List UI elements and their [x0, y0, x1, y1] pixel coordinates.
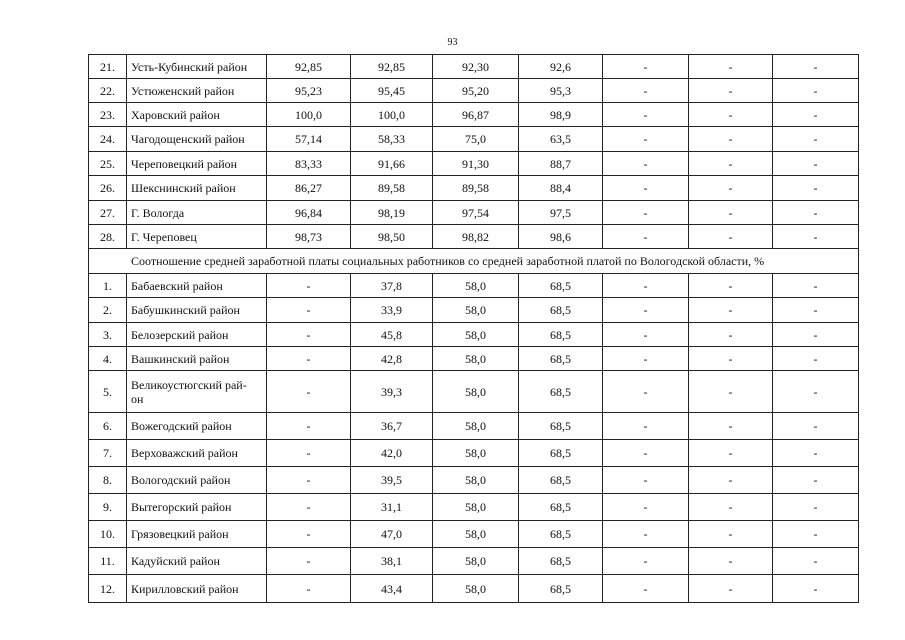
value-cell: -	[603, 176, 689, 201]
value-cell: -	[603, 201, 689, 225]
value-cell: -	[603, 152, 689, 176]
value-cell: 38,1	[351, 548, 433, 575]
value-cell: 68,5	[519, 413, 603, 440]
value-cell: -	[689, 467, 773, 494]
value-cell: -	[267, 298, 351, 323]
value-cell: 100,0	[267, 103, 351, 127]
district-name: Чагодощенский район	[127, 127, 267, 152]
value-cell: -	[603, 413, 689, 440]
value-cell: 58,0	[433, 467, 519, 494]
value-cell: 96,84	[267, 201, 351, 225]
row-number: 6.	[89, 413, 127, 440]
value-cell: -	[689, 521, 773, 548]
value-cell: 97,5	[519, 201, 603, 225]
value-cell: -	[773, 55, 859, 79]
row-number: 8.	[89, 467, 127, 494]
value-cell: -	[689, 298, 773, 323]
value-cell: 42,0	[351, 440, 433, 467]
value-cell: -	[603, 79, 689, 103]
value-cell: -	[689, 548, 773, 575]
value-cell: -	[773, 176, 859, 201]
value-cell: 95,45	[351, 79, 433, 103]
value-cell: -	[773, 521, 859, 548]
value-cell: 39,3	[351, 371, 433, 413]
table-body	[89, 55, 859, 603]
value-cell: -	[603, 347, 689, 371]
district-name: Череповецкий район	[127, 152, 267, 176]
table-row	[89, 225, 859, 249]
value-cell: 68,5	[519, 371, 603, 413]
row-number: 3.	[89, 323, 127, 347]
value-cell: 92,85	[267, 55, 351, 79]
district-name: Грязовецкий район	[127, 521, 267, 548]
value-cell: 37,8	[351, 274, 433, 298]
value-cell: 68,5	[519, 521, 603, 548]
table-row	[89, 521, 859, 548]
table-row	[89, 298, 859, 323]
table-row	[89, 274, 859, 298]
value-cell: -	[603, 548, 689, 575]
value-cell: -	[689, 347, 773, 371]
value-cell: 57,14	[267, 127, 351, 152]
value-cell: -	[267, 371, 351, 413]
table-row	[89, 575, 859, 603]
value-cell: -	[773, 494, 859, 521]
value-cell: 75,0	[433, 127, 519, 152]
value-cell: -	[267, 575, 351, 603]
table-row	[89, 467, 859, 494]
value-cell: 33,9	[351, 298, 433, 323]
value-cell: -	[773, 548, 859, 575]
value-cell: 95,20	[433, 79, 519, 103]
value-cell: -	[773, 575, 859, 603]
row-number: 27.	[89, 201, 127, 225]
value-cell: 58,0	[433, 274, 519, 298]
table-row	[89, 152, 859, 176]
value-cell: -	[603, 298, 689, 323]
value-cell: -	[603, 371, 689, 413]
value-cell: -	[267, 440, 351, 467]
table-row	[89, 347, 859, 371]
value-cell: 98,19	[351, 201, 433, 225]
value-cell: 58,0	[433, 413, 519, 440]
value-cell: -	[773, 103, 859, 127]
district-name: Устюженский район	[127, 79, 267, 103]
row-number: 25.	[89, 152, 127, 176]
value-cell: -	[689, 274, 773, 298]
table-row	[89, 79, 859, 103]
value-cell: 68,5	[519, 323, 603, 347]
row-number: 11.	[89, 548, 127, 575]
table-row	[89, 440, 859, 467]
value-cell: 91,30	[433, 152, 519, 176]
value-cell: 68,5	[519, 347, 603, 371]
value-cell: 68,5	[519, 274, 603, 298]
value-cell: -	[603, 103, 689, 127]
value-cell: -	[603, 521, 689, 548]
table-row	[89, 323, 859, 347]
value-cell: -	[603, 274, 689, 298]
value-cell: 58,0	[433, 371, 519, 413]
value-cell: 95,23	[267, 79, 351, 103]
table-row	[89, 201, 859, 225]
value-cell: -	[267, 347, 351, 371]
value-cell: -	[773, 467, 859, 494]
value-cell: -	[689, 201, 773, 225]
value-cell: 58,0	[433, 548, 519, 575]
value-cell: -	[689, 176, 773, 201]
page-number: 93	[447, 37, 458, 48]
value-cell: -	[689, 494, 773, 521]
value-cell: 88,7	[519, 152, 603, 176]
value-cell: -	[603, 575, 689, 603]
value-cell: 83,33	[267, 152, 351, 176]
value-cell: 63,5	[519, 127, 603, 152]
value-cell: -	[773, 298, 859, 323]
district-name: Вашкинский район	[127, 347, 267, 371]
district-name: Кадуйский район	[127, 548, 267, 575]
value-cell: -	[603, 323, 689, 347]
table-row	[89, 548, 859, 575]
value-cell: 95,3	[519, 79, 603, 103]
value-cell: 58,0	[433, 347, 519, 371]
district-name: Усть-Кубинский район	[127, 55, 267, 79]
value-cell: -	[773, 79, 859, 103]
value-cell: -	[689, 79, 773, 103]
value-cell: 43,4	[351, 575, 433, 603]
value-cell: -	[773, 152, 859, 176]
value-cell: -	[773, 440, 859, 467]
district-name: Бабаевский район	[127, 274, 267, 298]
value-cell: -	[689, 413, 773, 440]
value-cell: -	[267, 413, 351, 440]
value-cell: 58,0	[433, 323, 519, 347]
value-cell: 89,58	[433, 176, 519, 201]
row-number: 4.	[89, 347, 127, 371]
row-number: 1.	[89, 274, 127, 298]
value-cell: 92,85	[351, 55, 433, 79]
value-cell: -	[689, 127, 773, 152]
value-cell: -	[689, 103, 773, 127]
value-cell: -	[603, 494, 689, 521]
row-number: 26.	[89, 176, 127, 201]
row-number: 12.	[89, 575, 127, 603]
value-cell: -	[603, 55, 689, 79]
value-cell: 98,50	[351, 225, 433, 249]
value-cell: -	[603, 467, 689, 494]
value-cell: -	[773, 323, 859, 347]
row-number: 23.	[89, 103, 127, 127]
value-cell: 58,33	[351, 127, 433, 152]
value-cell: -	[267, 467, 351, 494]
district-name: Вожегодский район	[127, 413, 267, 440]
row-number: 9.	[89, 494, 127, 521]
value-cell: -	[773, 413, 859, 440]
value-cell: 58,0	[433, 521, 519, 548]
value-cell: -	[603, 225, 689, 249]
value-cell: -	[689, 371, 773, 413]
value-cell: 98,6	[519, 225, 603, 249]
value-cell: 36,7	[351, 413, 433, 440]
table-row	[89, 103, 859, 127]
section-title: Соотношение средней заработной платы социальных работников со средней заработной платой по Вологодской области, %	[131, 254, 765, 268]
row-number: 7.	[89, 440, 127, 467]
district-name: Шекснинский район	[127, 176, 267, 201]
value-cell: -	[773, 347, 859, 371]
row-number: 21.	[89, 55, 127, 79]
value-cell: 89,58	[351, 176, 433, 201]
value-cell: 58,0	[433, 440, 519, 467]
district-name: Кирилловский район	[127, 575, 267, 603]
value-cell: 88,4	[519, 176, 603, 201]
table-row	[89, 371, 859, 413]
value-cell: -	[267, 521, 351, 548]
value-cell: -	[773, 225, 859, 249]
row-number: 5.	[89, 371, 127, 413]
value-cell: 47,0	[351, 521, 433, 548]
value-cell: -	[689, 575, 773, 603]
value-cell: 58,0	[433, 575, 519, 603]
table-row	[89, 55, 859, 79]
value-cell: 92,6	[519, 55, 603, 79]
row-number: 10.	[89, 521, 127, 548]
value-cell: 96,87	[433, 103, 519, 127]
value-cell: 68,5	[519, 298, 603, 323]
district-name: Верховажский район	[127, 440, 267, 467]
district-name: Вологодский район	[127, 467, 267, 494]
value-cell: -	[689, 152, 773, 176]
district-name: Бабушкинский район	[127, 298, 267, 323]
table-row	[89, 127, 859, 152]
value-cell: -	[603, 440, 689, 467]
value-cell: -	[267, 494, 351, 521]
table-row	[89, 176, 859, 201]
district-name: Г. Череповец	[127, 225, 267, 249]
value-cell: 68,5	[519, 440, 603, 467]
data-table	[88, 54, 859, 603]
value-cell: 39,5	[351, 467, 433, 494]
value-cell: 31,1	[351, 494, 433, 521]
value-cell: -	[773, 201, 859, 225]
value-cell: 98,82	[433, 225, 519, 249]
value-cell: 58,0	[433, 298, 519, 323]
value-cell: 98,9	[519, 103, 603, 127]
value-cell: 92,30	[433, 55, 519, 79]
value-cell: 98,73	[267, 225, 351, 249]
district-name: Белозерский район	[127, 323, 267, 347]
row-number: 22.	[89, 79, 127, 103]
table-row	[89, 494, 859, 521]
value-cell: 42,8	[351, 347, 433, 371]
row-number: 2.	[89, 298, 127, 323]
table-row	[89, 413, 859, 440]
value-cell: 100,0	[351, 103, 433, 127]
value-cell: -	[267, 548, 351, 575]
value-cell: 68,5	[519, 575, 603, 603]
value-cell: 86,27	[267, 176, 351, 201]
value-cell: -	[773, 274, 859, 298]
value-cell: -	[267, 274, 351, 298]
row-number: 24.	[89, 127, 127, 152]
value-cell: -	[689, 323, 773, 347]
value-cell: -	[773, 371, 859, 413]
value-cell: 58,0	[433, 494, 519, 521]
district-name: Харовский район	[127, 103, 267, 127]
section-cell	[89, 249, 859, 274]
value-cell: 68,5	[519, 467, 603, 494]
district-name: Вытегорский район	[127, 494, 267, 521]
value-cell: -	[603, 127, 689, 152]
row-number: 28.	[89, 225, 127, 249]
value-cell: -	[267, 323, 351, 347]
value-cell: 45,8	[351, 323, 433, 347]
value-cell: -	[689, 55, 773, 79]
value-cell: -	[689, 225, 773, 249]
section-row	[89, 249, 859, 274]
value-cell: 97,54	[433, 201, 519, 225]
value-cell: -	[689, 440, 773, 467]
value-cell: 68,5	[519, 494, 603, 521]
value-cell: 91,66	[351, 152, 433, 176]
district-name: Великоустюгский рай- он	[127, 371, 267, 413]
district-name: Г. Вологда	[127, 201, 267, 225]
value-cell: 68,5	[519, 548, 603, 575]
value-cell: -	[773, 127, 859, 152]
